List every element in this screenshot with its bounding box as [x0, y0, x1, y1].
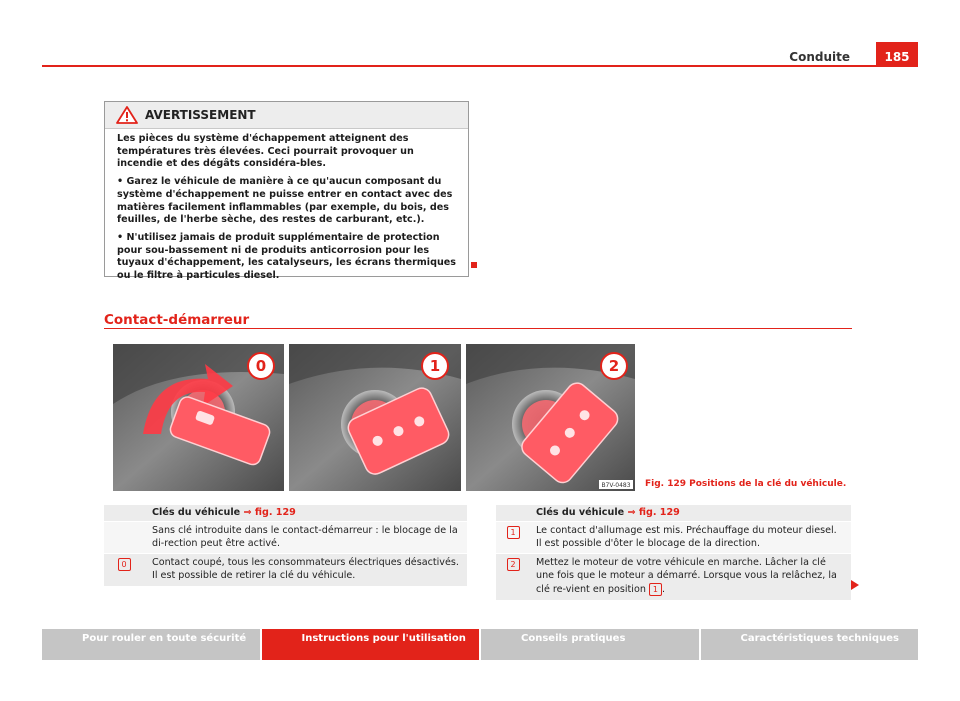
table-row — [104, 521, 467, 553]
table-header — [104, 505, 467, 521]
warning-bullet: • Garez le véhicule de manière à ce qu'aucun composant du système d'échappement ne puisse entrer en contact avec des matières facilement inflammables (par exemple, du bois, des feuilles, de l'herbe sèche, des restes de carburant, etc.). — [117, 176, 453, 226]
panel-position-0 — [113, 344, 284, 491]
warning-bullet: • N'utilisez jamais de produit supplémentaire de protection pour sou-bassement ni de produits anticorrosion pour les tuyaux d'échappement, les catalyseurs, les écrans thermiques ou le filtre à particules diesel. — [117, 231, 457, 282]
key-positions-table-left — [104, 505, 467, 586]
row-text — [536, 554, 851, 599]
position-badge: 2 — [507, 558, 520, 571]
warning-paragraph: Les pièces du système d'échappement atteignent des températures très élevées. Ceci pourrait provoquer un incendie et des dégâts considéra-bles. — [117, 133, 414, 170]
position-label: 0 — [255, 357, 267, 375]
footer-tab-tips[interactable]: Conseils pratiques — [479, 629, 699, 660]
key-positions-table-right — [496, 505, 851, 600]
section-title: Contact-démarreur — [104, 312, 250, 328]
section-rule — [104, 328, 852, 329]
footer-tab-specifications[interactable]: Caractéristiques techniques — [699, 629, 919, 660]
table-row — [496, 553, 851, 599]
warning-header — [105, 102, 468, 129]
figure-link[interactable]: ⇒ fig. 129 — [243, 507, 296, 518]
row-text: Sans clé introduite dans le contact-démarreur : le blocage de la di-rection peut être activé. — [152, 525, 458, 549]
row-text-part: Mettez le moteur de votre véhicule en marche. Lâcher la clé une fois que le moteur a démarré. Lorsque vous la relâchez, la clé re-vient en position — [536, 557, 837, 595]
table-header — [496, 505, 851, 521]
next-page-arrow-icon[interactable] — [851, 580, 859, 590]
warning-triangle-icon — [116, 106, 138, 124]
table-header-text: Clés du véhicule — [152, 507, 244, 518]
row-text-part: . — [661, 583, 666, 595]
row-text: Le contact d'allumage est mis. Préchauffage du moteur diesel. Il est possible d'ôter le blocage de la direction. — [536, 525, 837, 549]
chapter-title: Conduite — [789, 50, 850, 64]
warning-text — [117, 133, 462, 288]
table-row — [104, 553, 467, 585]
figure-caption: Fig. 129 Positions de la clé du véhicule. — [645, 479, 847, 489]
footer-nav — [42, 629, 918, 660]
header-rule — [42, 65, 918, 67]
warning-box — [104, 101, 469, 282]
figure-code: B7V-0483 — [601, 482, 631, 489]
panel-position-1 — [289, 344, 461, 491]
figure-link[interactable]: ⇒ fig. 129 — [627, 507, 680, 518]
section-end-mark — [471, 262, 477, 268]
table-header-text: Clés du véhicule — [536, 507, 628, 518]
panel-position-2 — [466, 344, 635, 491]
footer-tab-safety[interactable]: Pour rouler en toute sécurité — [42, 629, 260, 660]
footer-tab-instructions[interactable]: Instructions pour l'utilisation — [260, 629, 480, 660]
key-positions-figure — [113, 344, 635, 491]
position-badge-inline: 1 — [649, 583, 662, 596]
row-text: Contact coupé, tous les consommateurs électriques désactivés. Il est possible de retirer la clé du véhicule. — [152, 557, 459, 582]
position-label: 2 — [608, 357, 620, 375]
page-number: 185 — [876, 42, 918, 67]
position-label: 1 — [429, 357, 441, 375]
position-badge: 0 — [118, 558, 131, 571]
position-badge: 1 — [507, 526, 520, 539]
table-row — [496, 521, 851, 553]
warning-title: AVERTISSEMENT — [145, 108, 256, 122]
